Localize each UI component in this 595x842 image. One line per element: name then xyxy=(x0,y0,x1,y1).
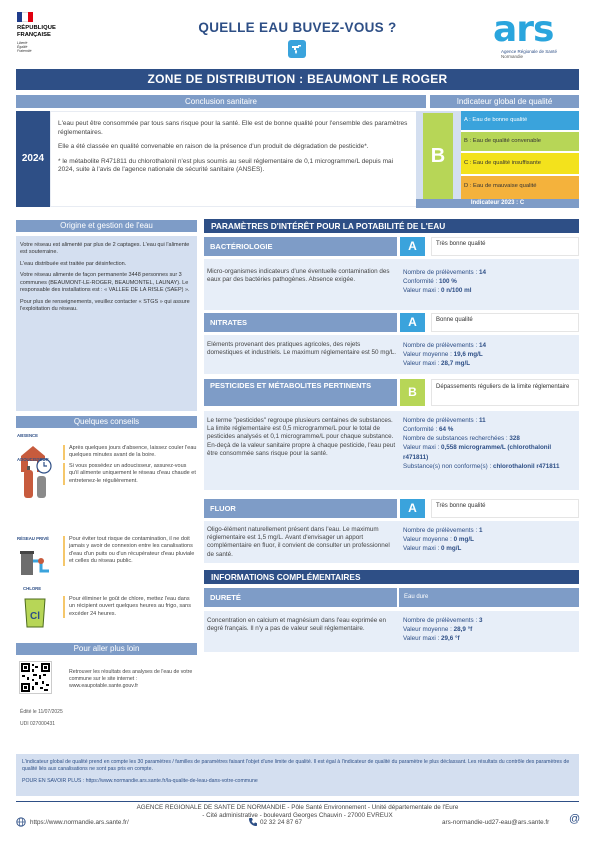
footer-website-link[interactable]: https://www.normandie.ars.sante.fr/ xyxy=(30,819,129,826)
param-fluor-name: FLUOR xyxy=(204,499,397,518)
param-nitrates-body xyxy=(204,335,579,374)
page-title: QUELLE EAU BUVEZ-VOUS ? xyxy=(198,20,397,35)
udi-code: UDI 027000431 xyxy=(20,721,56,727)
tip-chlore-label: CHLORE xyxy=(23,586,42,591)
param-fluor-grade-label: Très bonne qualité xyxy=(431,499,579,518)
param-nitrates-name: NITRATES xyxy=(204,313,397,332)
globe-icon xyxy=(16,817,26,827)
indicator-heading: Indicateur global de qualité xyxy=(430,95,579,108)
tip-adoucisseur-text: Si vous possédez un adoucisseur, assurez-vous qu'il alimente uniquement le réseau d'eau chaude et entretenez-le régulièrement. xyxy=(63,463,197,485)
bacterio-prelevements: 14 xyxy=(478,269,486,276)
compl-heading: INFORMATIONS COMPLÉMENTAIRES xyxy=(204,570,579,584)
indicator-level-d: D : Eau de mauvaise qualité xyxy=(461,176,579,199)
at-icon: @ xyxy=(569,813,581,825)
compl-desc: Concentration en calcium et magnésium dans l'eau exprimée en degré français. Il n'y a pas de valeur seuil réglementaire. xyxy=(207,617,387,633)
compl-name: DURETÉ xyxy=(204,588,397,607)
footer-phone[interactable]: 02 32 24 87 67 xyxy=(260,819,303,826)
origin-p4: Pour plus de renseignements, veuillez contacter « STGS » qui assure l'exploitation du réseau. xyxy=(20,298,190,312)
tip-reseau-prive-label: RÉSEAU PRIVÉ xyxy=(17,536,49,541)
phone-icon xyxy=(248,817,258,827)
tap-icon xyxy=(288,40,306,58)
footnote-text: L'indicateur global de qualité prend en compte les 30 paramètres / familles de paramètres faisant l'objet d'une limite de qualité. Il est égal à l'indicateur de qualité du paramètre le plus déclassant. Les résultats du contrôle des paramètres de qualité liés aux canalisations ne sont pas pris en compte. xyxy=(22,759,570,773)
param-pesticides-body xyxy=(204,411,579,490)
indicator-levels xyxy=(461,111,579,199)
nitrates-valeur-moyenne: 19,6 mg/L xyxy=(453,351,483,359)
plus-loin-heading: Pour aller plus loin xyxy=(16,643,197,655)
conclusion-body xyxy=(50,111,418,207)
pesticides-valeur-maxi: 0,558 microgramme/L (chlorothalonil r471811) xyxy=(403,444,552,461)
tip-absence-label: ABSENCE xyxy=(17,433,39,438)
origin-p2: L'eau distribuée est traitée par désinfection. xyxy=(20,260,127,267)
nitrates-prelevements: 14 xyxy=(478,342,486,349)
param-pesticides-stats: Nombre de prélèvements : 11 Conformité : 64 % Nombre de substances recherchées : 328 Valeur maxi : 0,558 microgramme/L (chlorothalonil r471811) Substance(s) non conforme(s) : chlorothalonil r471811 xyxy=(403,417,560,470)
conclusion-p2: Elle a été classée en qualité convenable en raison de la présence d'un produit de dégradation de pesticide*. xyxy=(58,143,369,151)
footer-rule xyxy=(16,801,579,802)
param-pesticides-desc: Le terme "pesticides" regroupe plusieurs centaines de substances. La limite réglementaire est 0,5 microgramme/L pour le total de pesticides analysés et 0,1 microgramme/L pour chaque substance. En-deçà de la valeur sanitaire propre à chaque pesticide, l'eau peut être consommée sans risque pour la santé. xyxy=(207,417,396,457)
tip-reseau-prive-icon xyxy=(17,536,53,582)
indicator-level-a: A : Eau de bonne qualité xyxy=(461,111,579,132)
param-fluor-desc: Oligo-élément naturellement présent dans l'eau. Le maximum réglementaire est 1,5 mg/L. Avant d'envisager un apport complémentaire en fluor, il convient de consulter un professionnel de santé. xyxy=(207,526,390,558)
qr-code[interactable] xyxy=(19,661,52,694)
durete-valeur-moyenne: 28,9 °f xyxy=(453,626,473,634)
footnote-more-link[interactable]: POUR EN SAVOIR PLUS : https://www.normandie.ars.sante.fr/la-qualite-de-leau-dans-votre-commune xyxy=(22,777,258,784)
origin-heading: Origine et gestion de l'eau xyxy=(16,220,197,232)
durete-valeur-maxi: 29,6 °f xyxy=(441,635,460,643)
fluor-valeur-maxi: 0 mg/L xyxy=(441,545,462,553)
conclusion-heading: Conclusion sanitaire xyxy=(16,95,426,108)
pesticides-substances: 328 xyxy=(509,435,520,443)
ars-logo xyxy=(493,9,583,60)
tip-chlore-text: Pour éliminer le goût de chlore, mettez l'eau dans un récipient ouvert quelques heures au frigo, sans excéder 24 heures. xyxy=(63,596,197,618)
param-fluor-grade: A xyxy=(400,499,425,518)
tip-chlore-icon xyxy=(17,586,53,632)
conclusion-p3: * le métabolite R471811 du chlorothalonil n'est plus soumis au seuil réglementaire de 0,1 microgramme/L depuis mai 2024, suite à l'avis de l'agence nationale de sécurité sanitaire (ANSES). xyxy=(58,157,394,174)
tip-adoucisseur-label: ADOUCISSEUR xyxy=(17,457,49,462)
indicator-grade: B xyxy=(423,113,453,199)
fluor-valeur-moyenne: 0 mg/L xyxy=(453,536,474,544)
nitrates-valeur-maxi: 28,7 mg/L xyxy=(441,360,471,368)
footer-line1: AGENCE REGIONALE DE SANTE DE NORMANDIE - Pôle Santé Environnement - Unité départementale de l'Eure xyxy=(136,804,459,811)
fluor-prelevements: 1 xyxy=(478,527,483,534)
param-bacterio-name: BACTÉRIOLOGIE xyxy=(204,237,397,256)
compl-grade-label: Eau dure xyxy=(399,588,579,607)
indicator-level-c: C : Eau de qualité insuffisante xyxy=(461,153,579,176)
origin-p1: Votre réseau est alimenté par plus de 2 captages. L'eau qui l'alimente est souterraine. xyxy=(20,242,190,256)
indicator-level-b: B : Eau de qualité convenable xyxy=(461,132,579,153)
republique-francaise-logo xyxy=(17,12,57,58)
pesticides-prelevements: 11 xyxy=(478,417,486,424)
bacterio-conformite: 100 % xyxy=(439,278,457,286)
param-bacterio-desc: Micro-organismes indicateurs d'une éventuelle contamination des eaux par des bactéries pathogènes. Absence exigée. xyxy=(207,268,390,284)
origin-p3: Votre réseau alimente de façon permanente 3448 personnes sur 3 communes (BEAUMONT-LE-ROGER, BEAUMONTEL, LAUNAY). Le responsable des installations est : « VALLEE DE LA RISLE (SAEP) ». xyxy=(20,272,190,294)
bacterio-valeur-maxi: 0 n/100 ml xyxy=(441,287,472,295)
tip-absence-text: Après quelques jours d'absence, laissez couler l'eau quelques minutes avant de la boire. xyxy=(63,445,197,460)
param-nitrates-stats: Nombre de prélèvements : 14 Valeur moyenne : 19,6 mg/L Valeur maxi : 28,7 mg/L xyxy=(403,342,486,368)
param-bacterio-stats: Nombre de prélèvements : 14 Conformité : 100 % Valeur maxi : 0 n/100 ml xyxy=(403,269,486,295)
param-pesticides-grade-label: Dépassements réguliers de la limite réglementaire xyxy=(431,379,579,406)
conclusion-year: 2024 xyxy=(16,111,50,207)
svg-text:Cl: Cl xyxy=(30,611,40,622)
conseils-heading: Quelques conseils xyxy=(16,416,197,428)
tip-adoucisseur-icon xyxy=(17,457,53,503)
tip-reseau-prive-text: Pour éviter tout risque de contamination, il ne doit jamais y avoir de connexion entre les canalisations d'eau d'un puits ou d'un récupérateur d'eau pluviale et celles du réseau public. xyxy=(63,536,197,566)
ars-logo-region: Normandie xyxy=(501,54,524,59)
param-bacterio-grade-label: Très bonne qualité xyxy=(431,237,579,256)
param-nitrates-grade-label: Bonne qualité xyxy=(431,313,579,332)
compl-stats: Nombre de prélèvements : 3 Valeur moyenne : 28,9 °f Valeur maxi : 29,6 °f xyxy=(403,617,483,643)
params-heading: PARAMÈTRES D'INTÉRÊT POUR LA POTABILITÉ DE L'EAU xyxy=(204,219,579,233)
param-bacterio-grade: A xyxy=(400,237,425,256)
rf-motto: Liberté Égalité Fraternité xyxy=(17,41,32,54)
rf-line1: RÉPUBLIQUE xyxy=(17,25,57,31)
param-pesticides-grade: B xyxy=(400,379,425,406)
indicator-footer: Indicateur 2023 : C xyxy=(416,199,579,208)
origin-body xyxy=(16,236,197,411)
ars-logo-text: ars xyxy=(493,9,554,50)
conclusion-p1: L'eau peut être consommée par tous sans risque pour la santé. Elle est de bonne qualité pour l'ensemble des paramètres réglementaires. xyxy=(58,120,408,136)
param-fluor-body xyxy=(204,521,579,563)
plus-loin-text: Retrouver les résultats des analyses de l'eau de votre commune sur le site internet : www.eaupotable.sante.gouv.fr xyxy=(69,669,193,690)
footer-email-link[interactable]: ars-normandie-ud27-eau@ars.sante.fr xyxy=(442,819,550,826)
zone-title: ZONE DE DISTRIBUTION : BEAUMONT LE ROGER xyxy=(16,69,579,90)
param-pesticides-name: PESTICIDES ET MÉTABOLITES PERTINENTS xyxy=(204,379,397,406)
compl-body xyxy=(204,611,579,652)
pesticides-conformite: 64 % xyxy=(439,426,454,434)
pesticides-non-conformes: chlorothalonil r471811 xyxy=(492,462,560,470)
edited-date: Édité le 11/07/2025 xyxy=(20,709,63,715)
param-fluor-stats: Nombre de prélèvements : 1 Valeur moyenne : 0 mg/L Valeur maxi : 0 mg/L xyxy=(403,527,483,553)
footer-line2: - Cité administrative - boulevard Georges Chauvin - 27000 EVREUX xyxy=(202,812,393,819)
param-nitrates-grade: A xyxy=(400,313,425,332)
ars-logo-sub: Agence Régionale de Santé xyxy=(501,49,558,54)
footnote-box xyxy=(16,754,579,796)
param-bacterio-body xyxy=(204,259,579,310)
durete-prelevements: 3 xyxy=(478,617,483,624)
param-nitrates-desc: Eléments provenant des pratiques agricoles, des rejets domestiques et industriels. Le maximum réglementaire est 50 mg/L. xyxy=(207,341,396,357)
rf-line2: FRANÇAISE xyxy=(17,32,51,38)
